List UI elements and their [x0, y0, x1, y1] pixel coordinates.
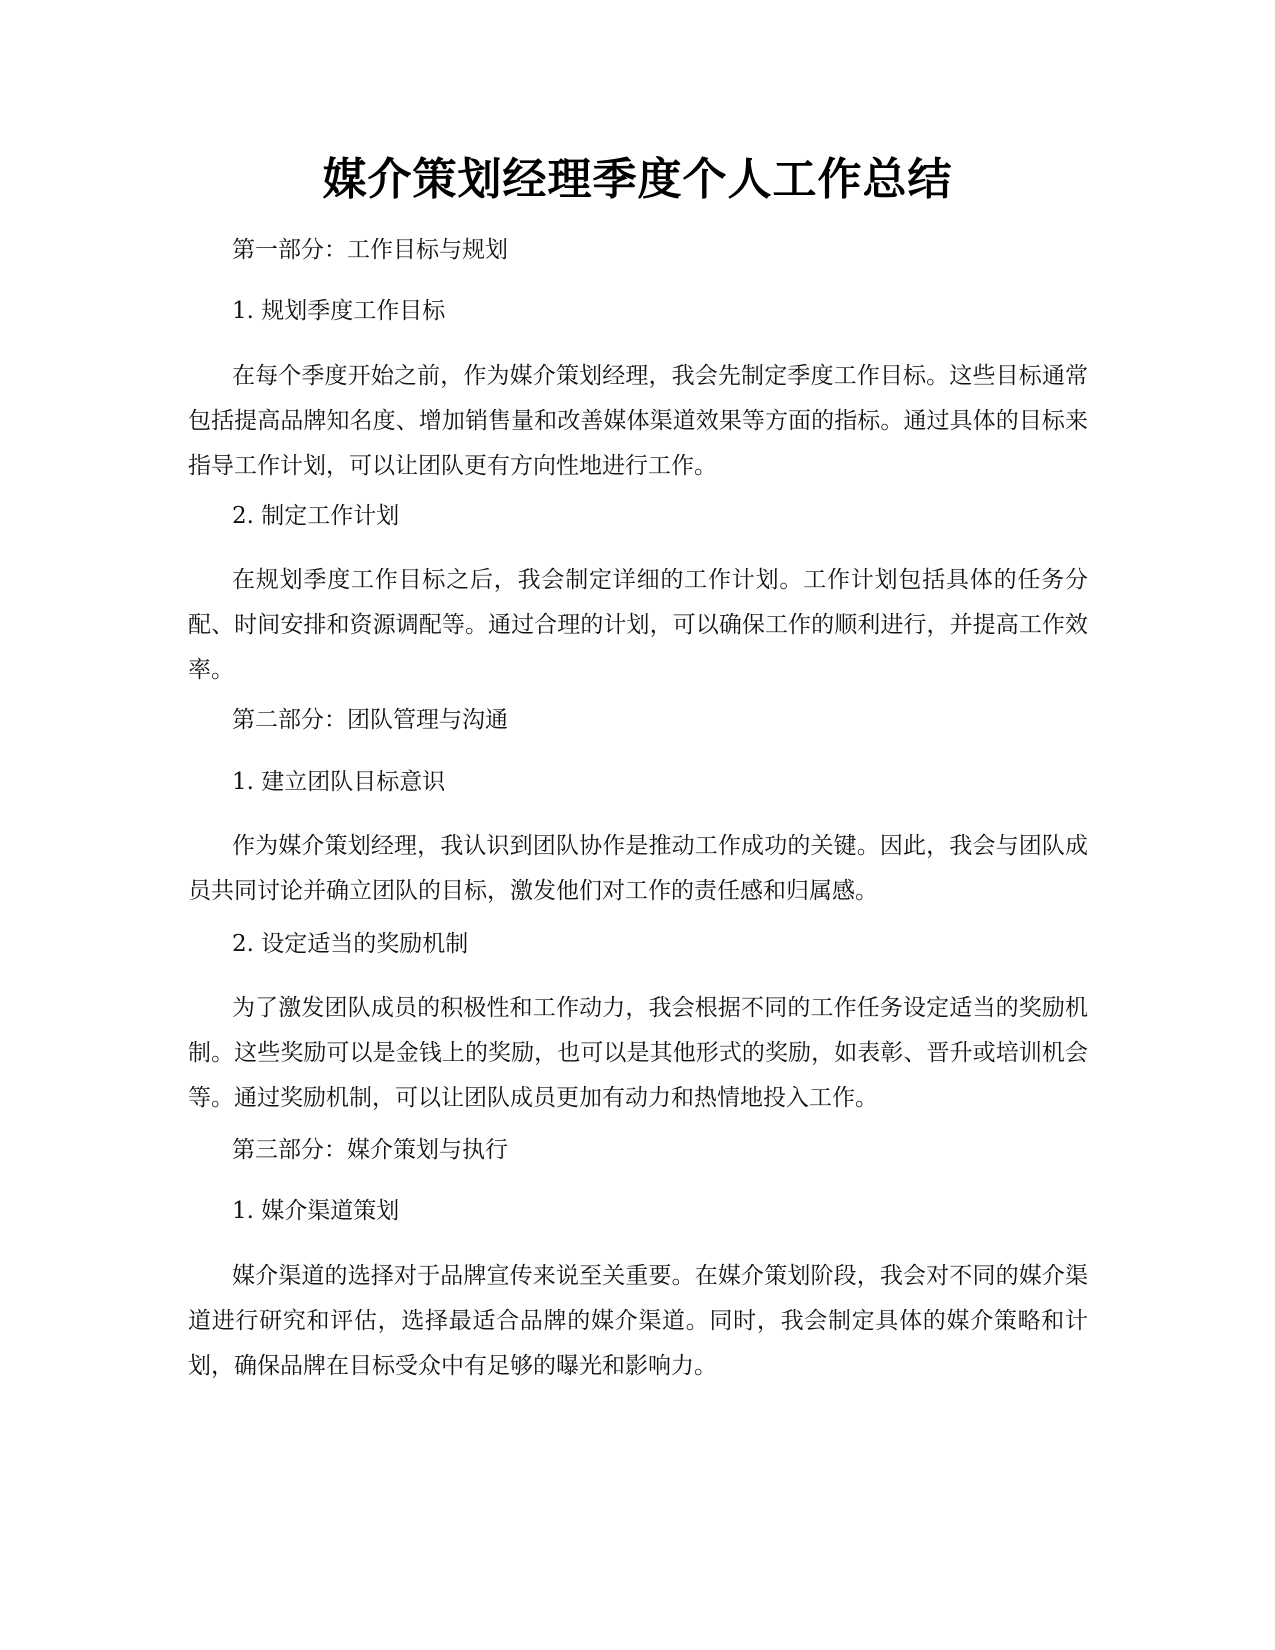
part3-heading: 第三部分：媒介策划与执行	[232, 1137, 508, 1163]
part1-section2-heading: 2. 制定工作计划	[232, 503, 400, 529]
part2-section1-heading: 1. 建立团队目标意识	[232, 769, 446, 795]
part2-heading: 第二部分：团队管理与沟通	[232, 707, 508, 733]
part1-section1-heading: 1. 规划季度工作目标	[232, 298, 446, 324]
part2-section2-heading: 2. 设定适当的奖励机制	[232, 931, 469, 957]
part2-section2-body: 为了激发团队成员的积极性和工作动力，我会根据不同的工作任务设定适当的奖励机制。这些奖励可以是金钱上的奖励，也可以是其他形式的奖励，如表彰、晋升或培训机会等。通过奖励机制，可以让团队成员更加有动力和热情地投入工作。	[188, 995, 1088, 1111]
part1-section2-body: 在规划季度工作目标之后，我会制定详细的工作计划。工作计划包括具体的任务分配、时间安排和资源调配等。通过合理的计划，可以确保工作的顺利进行，并提高工作效率。	[188, 567, 1088, 683]
document-title: 媒介策划经理季度个人工作总结	[322, 154, 953, 205]
part2-section1-body: 作为媒介策划经理，我认识到团队协作是推动工作成功的关键。因此，我会与团队成员共同讨论并确立团队的目标，激发他们对工作的责任感和归属感。	[188, 833, 1088, 904]
part1-heading: 第一部分：工作目标与规划	[232, 237, 508, 263]
part1-section1-body: 在每个季度开始之前，作为媒介策划经理，我会先制定季度工作目标。这些目标通常包括提高品牌知名度、增加销售量和改善媒体渠道效果等方面的指标。通过具体的目标来指导工作计划，可以让团队更有方向性地进行工作。	[188, 363, 1088, 479]
part3-section1-heading: 1. 媒介渠道策划	[232, 1198, 400, 1224]
part3-section1-body: 媒介渠道的选择对于品牌宣传来说至关重要。在媒介策划阶段，我会对不同的媒介渠道进行研究和评估，选择最适合品牌的媒介渠道。同时，我会制定具体的媒介策略和计划，确保品牌在目标受众中有足够的曝光和影响力。	[188, 1263, 1088, 1379]
